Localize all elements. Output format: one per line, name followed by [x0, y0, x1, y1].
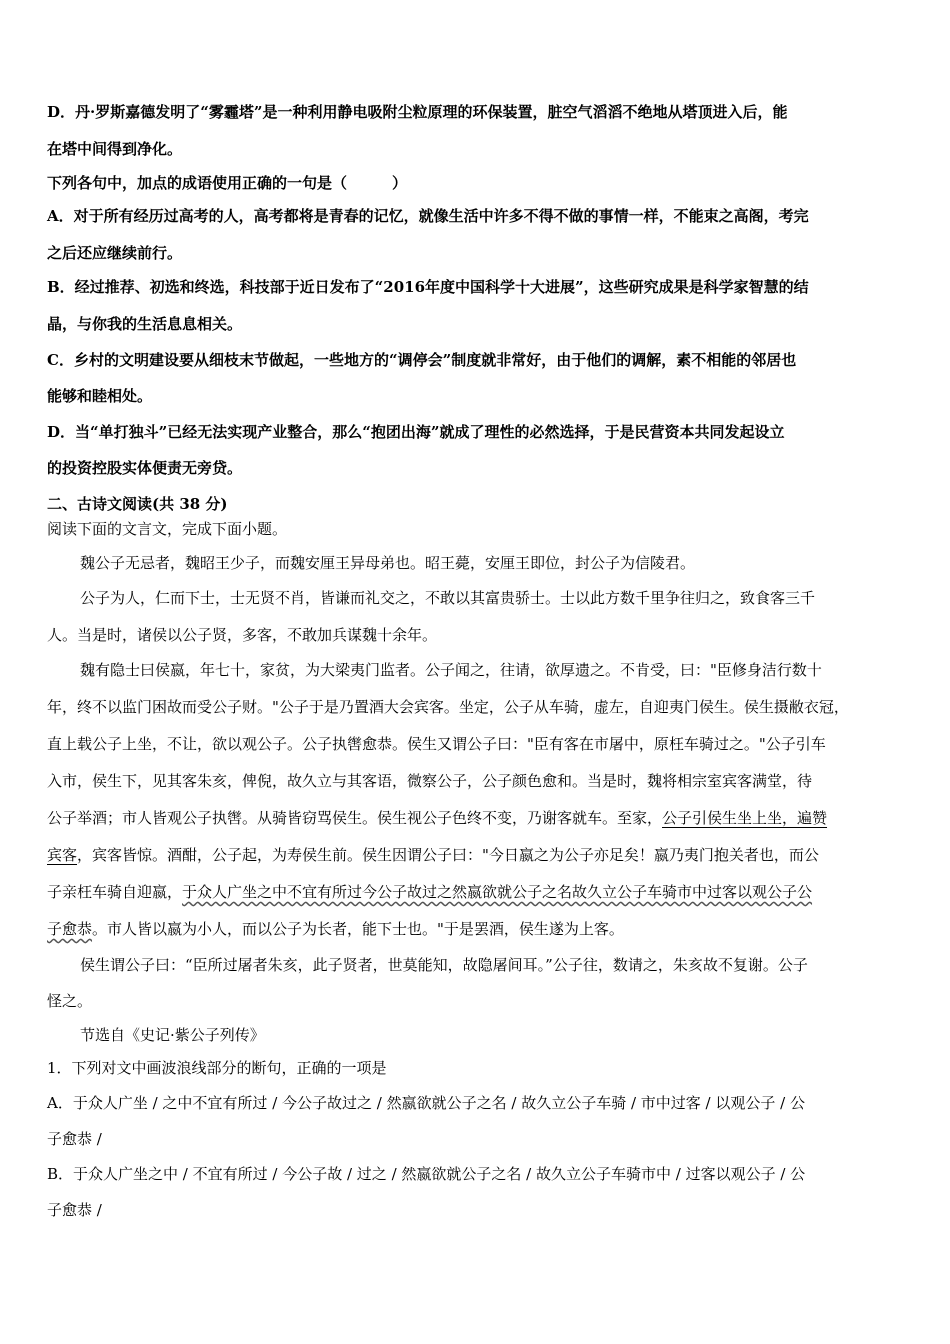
passage-p3-line6 [47, 845, 907, 865]
idiom-option-a-line2: 之后还应继续前行。 [47, 244, 183, 262]
idiom-option-a-line1: A．对于所有经历过高考的人，高考都将是青春的记忆，就像生活中许多不得不做的事情一样，不能束之高阁，考完 [47, 207, 809, 225]
passage-p3-line5 [47, 808, 907, 828]
idiom-option-c-line2: 能够和睦相处。 [47, 387, 153, 405]
idiom-option-c-line1: C．乡村的文明建设要从细枝末节做起，一些地方的“调停会”制度就非常好，由于他们的调解，素不相能的邻居也 [47, 351, 797, 369]
idiom-option-b-line2: 晶，与你我的生活息息相关。 [47, 315, 243, 333]
passage-p3-line7 [47, 882, 907, 902]
question1-option-b-line1: B．于众人广坐之中 / 不宜有所过 / 今公子故 / 过之 / 然嬴欲就公子之名 / 故久立公子车骑市中 / 过客以观公子 / 公 [47, 1165, 806, 1183]
section-heading: 二、古诗文阅读(共 38 分) [47, 495, 228, 513]
wavy-underlined-text: 于众人广坐之中不宜有所过今公子故过之然嬴欲就公子之名故久立公子车骑市中过客以观公子公 [182, 883, 813, 901]
wavy-underlined-text-end: 子愈恭 [47, 920, 93, 938]
passage-p1: 魏公子无忌者，魏昭王少子，而魏安厘王异母弟也。昭王薨，安厘王即位，封公子为信陵君。 [80, 554, 696, 572]
option-d-prev-line1: D．丹·罗斯嘉德发明了“雾霾塔”是一种利用静电吸附尘粒原理的环保装置，脏空气滔滔不绝地从塔顶进入后，能 [47, 103, 788, 121]
passage-p3-line2: 年，终不以监门困故而受公子财。"公子于是乃置酒大会宾客。坐定，公子从车骑，虚左，自迎夷门侯生。侯生摄敝衣冠， [47, 698, 849, 716]
passage-p4-line1: 侯生谓公子曰：“臣所过屠者朱亥，此子贤者，世莫能知，故隐屠间耳。”公子往，数请之，朱亥故不复谢。公子 [80, 956, 808, 974]
passage-text: 公子举酒；市人皆观公子执辔。从骑皆窃骂侯生。侯生视公子色终不变，乃谢客就车。至家， [47, 809, 663, 827]
question1-option-a-line2: 子愈恭 / [47, 1130, 102, 1148]
passage-text: ，宾客皆惊。酒酣，公子起，为寿侯生前。侯生因谓公子曰："今日嬴之为公子亦足矣！嬴乃夷门抱关者也，而公 [77, 846, 819, 864]
passage-source: 节选自《史记·紫公子列传》 [80, 1026, 265, 1044]
passage-p2-line2: 人。当是时，诸侯以公子贤，多客，不敢加兵谋魏十余年。 [47, 626, 438, 644]
idiom-option-d-line1: D．当“单打独斗”已经无法实现产业整合，那么“抱团出海”就成了理性的必然选择，于是民营资本共同发起设立 [47, 423, 785, 441]
idiom-question-stem: 下列各句中，加点的成语使用正确的一句是（ ） [47, 174, 408, 192]
passage-p3-line3: 直上载公子上坐，不让，欲以观公子。公子执辔愈恭。侯生又谓公子曰："臣有客在市屠中，原枉车骑过之。"公子引车 [47, 735, 826, 753]
underlined-sentence: 公子引侯生坐上坐，遍赞 [662, 809, 828, 827]
option-d-prev-line2: 在塔中间得到净化。 [47, 140, 183, 158]
question1-option-a-line1: A．于众人广坐 / 之中不宜有所过 / 今公子故过之 / 然嬴欲就公子之名 / 故久立公子车骑 / 市中过客 / 以观公子 / 公 [47, 1094, 805, 1112]
passage-p4-line2: 怪之。 [47, 992, 93, 1010]
idiom-option-b-line1: B．经过推荐、初选和终选，科技部于近日发布了“2016年度中国科学十大进展”，这些研究成果是科学家智慧的结 [47, 278, 809, 296]
section-intro: 阅读下面的文言文，完成下面小题。 [47, 520, 288, 538]
question1-stem: 1．下列对文中画波浪线部分的断句，正确的一项是 [47, 1059, 387, 1077]
passage-p3-line8 [47, 919, 907, 939]
passage-p3-line4: 入市，侯生下，见其客朱亥，俾倪，故久立与其客语，微察公子，公子颜色愈和。当是时，魏将相宗室宾客满堂，待 [47, 772, 813, 790]
passage-p3-line1: 魏有隐士曰侯嬴，年七十，家贫，为大梁夷门监者。公子闻之，往请，欲厚遗之。不肯受，曰："臣修身洁行数十 [80, 661, 822, 679]
question1-option-b-line2: 子愈恭 / [47, 1201, 102, 1219]
passage-text: 。市人皆以嬴为小人，而以公子为长者，能下士也。"于是罢酒，侯生遂为上客。 [92, 920, 624, 938]
passage-text: 子亲枉车骑自迎嬴， [47, 883, 183, 901]
idiom-option-d-line2: 的投资控股实体便责无旁贷。 [47, 459, 243, 477]
underlined-sentence-end: 宾客 [47, 846, 78, 864]
passage-p2-line1: 公子为人，仁而下士，士无贤不肖，皆谦而礼交之，不敢以其富贵骄士。士以此方数千里争往归之，致食客三千 [80, 589, 816, 607]
